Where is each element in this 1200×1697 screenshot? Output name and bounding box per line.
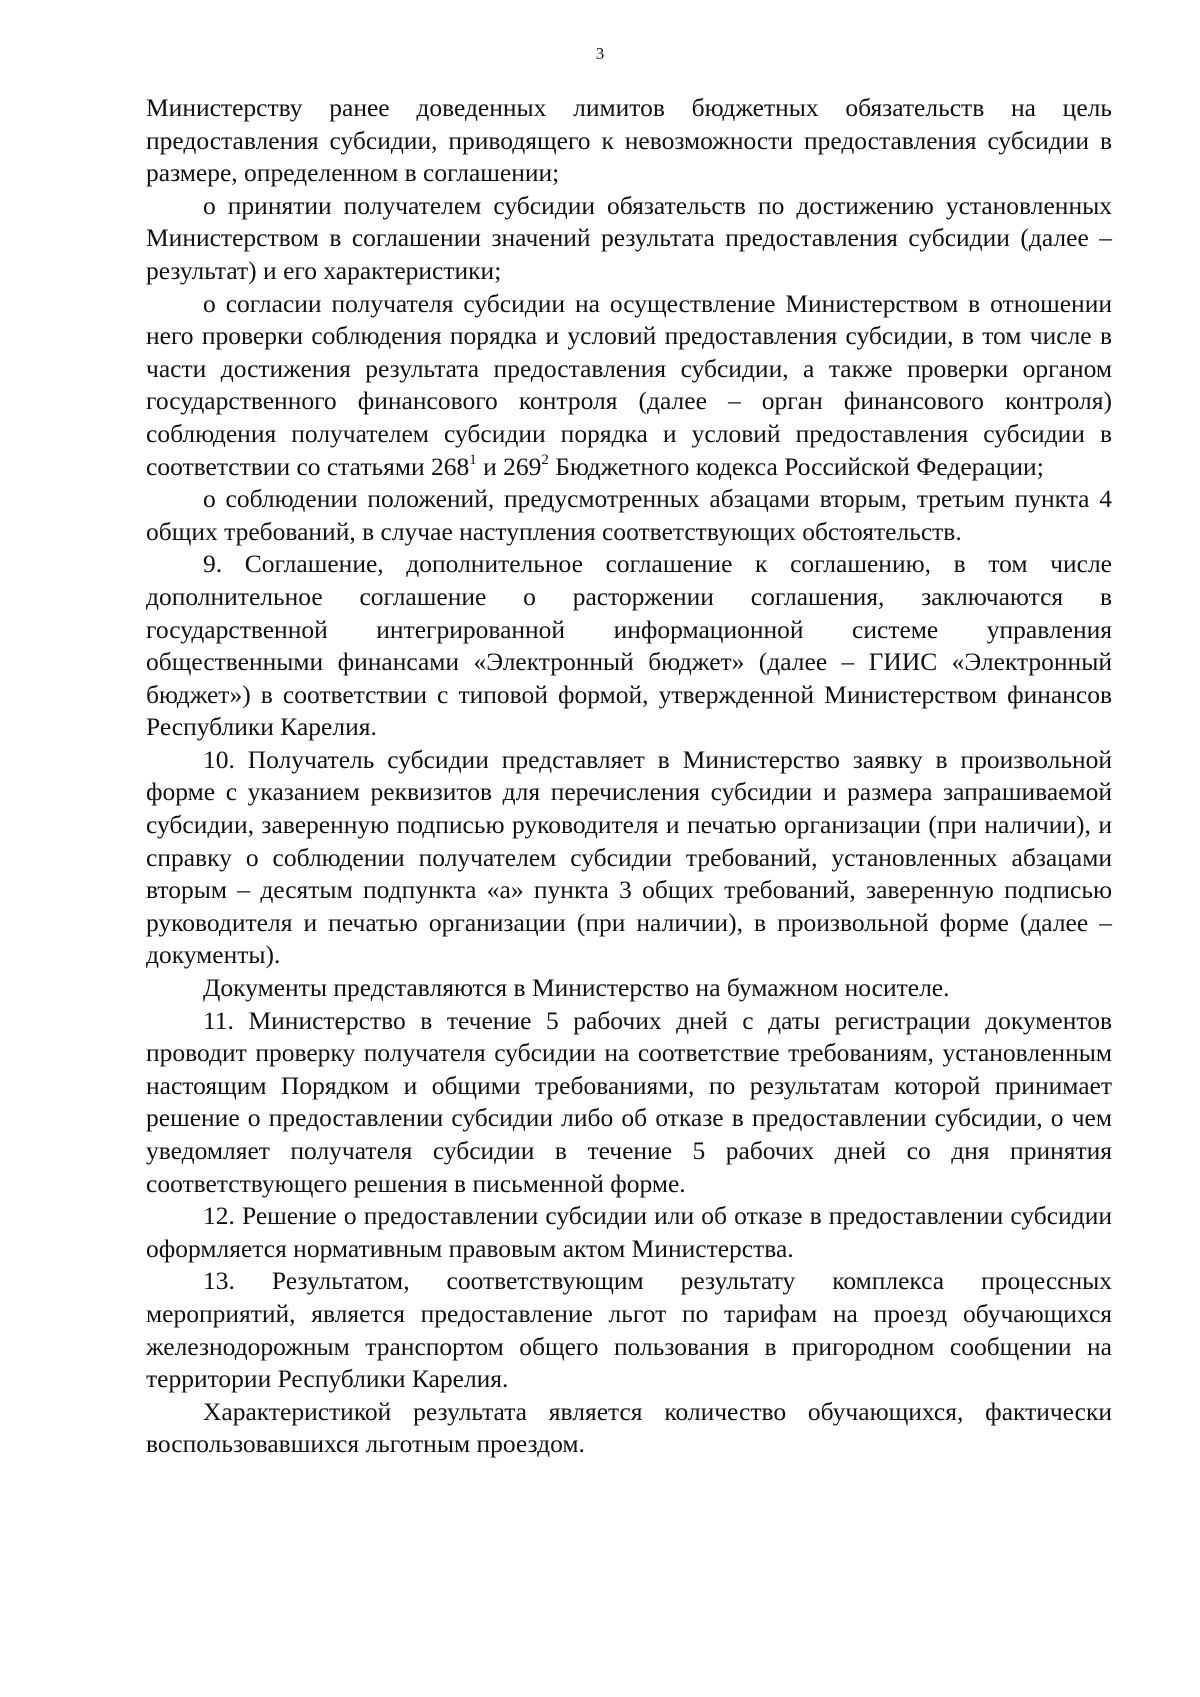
- paragraph-item-11: 11. Министерство в течение 5 рабочих дней с даты регистрации документов проводит проверку получателя субсидии на соответствие требованиям, установленным настоящим Порядком и общими требованиями, по результатам которой принимает решение о предоставлении субсидии либо об отказе в предоставлении субсидии, о чем уведомляет получателя субсидии в течение 5 рабочих дней со дня принятия соответствующего решения в письменной форме.: [146, 1005, 1112, 1198]
- paragraph-item-13: 13. Результатом, соответствующим результату комплекса процессных мероприятий, является предоставление льгот по тарифам на проезд обучающихся железнодорожным транспортом общего пользования в пригородном сообщении на территории Республики Карелия.: [146, 1266, 1112, 1394]
- consent-text-middle: и 269: [476, 451, 542, 481]
- paragraph-documents-submission: Документы представляются в Министерство на бумажном носителе.: [203, 973, 950, 1003]
- consent-text-end: Бюджетного кодекса Российской Федерации;: [548, 451, 1044, 481]
- paragraph-compliance: о соблюдении положений, предусмотренных абзацами вторым, третьим пункта 4 общих требований, в случае наступления соответствующих обстоятельств.: [146, 484, 1112, 546]
- document-body: [146, 92, 1112, 1461]
- paragraph-item-12: 12. Решение о предоставлении субсидии или об отказе в предоставлении субсидии оформляется нормативным правовым актом Министерства.: [146, 1201, 1112, 1263]
- paragraph-obligations: о принятии получателем субсидии обязательств по достижению установленных Министерством в соглашении значений результата предоставления субсидии (далее – результат) и его характеристики;: [146, 190, 1112, 285]
- footnote-superscript-2: 2: [541, 451, 549, 468]
- paragraph-item-9: 9. Соглашение, дополнительное соглашение к соглашению, в том числе дополнительное соглашение о расторжении соглашения, заключаются в государственной интегрированной информационной системе управления общественными финансами «Электронный бюджет» (далее – ГИИС «Электронный бюджет») в соответствии с типовой формой, утвержденной Министерством финансов Республики Карелия.: [146, 549, 1112, 742]
- paragraph-item-10: 10. Получатель субсидии представляет в Министерство заявку в произвольной форме с указанием реквизитов для перечисления субсидии и размера запрашиваемой субсидии, заверенную подписью руководителя и печатью организации (при наличии), и справку о соблюдении получателем субсидии требований, установленных абзацами вторым – десятым подпункта «а» пункта 3 общих требований, заверенную подписью руководителя и печатью организации (при наличии), в произвольной форме (далее – документы).: [146, 744, 1112, 970]
- page-number: 3: [595, 44, 605, 63]
- consent-text-start: о согласии получателя субсидии на осуществление Министерством в отношении него проверки соблюдения порядка и условий предоставления субсидии, в том числе в части достижения результата предоставления субсидии, а также проверки органом государственного финансового контроля (далее – орган финансового контроля) соблюдения получателем субсидии порядка и условий предоставления субсидии в соответствии со статьями 268: [146, 288, 1112, 481]
- paragraph-consent-to-inspection: [146, 288, 1112, 484]
- footnote-superscript-1: 1: [469, 451, 477, 468]
- paragraph-result-characteristic: Характеристикой результата является количество обучающихся, фактически воспользовавшихся льготным проездом.: [146, 1396, 1112, 1459]
- paragraph-limits-continuation: Министерству ранее доведенных лимитов бюджетных обязательств на цель предоставления субсидии, приводящего к невозможности предоставления субсидии в размере, определенном в соглашении;: [146, 93, 1112, 188]
